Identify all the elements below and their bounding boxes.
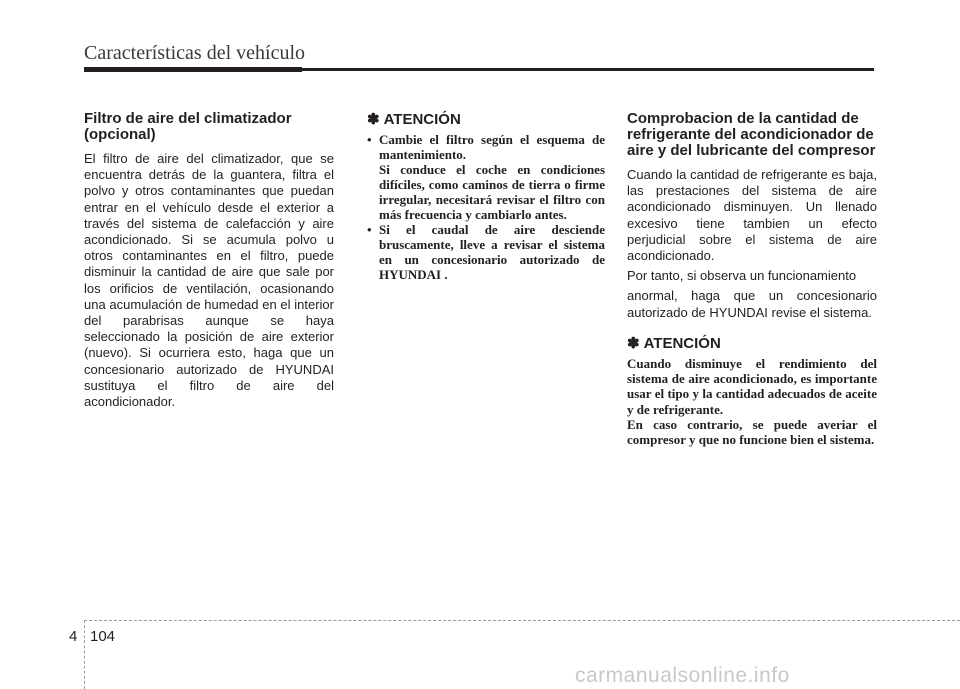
left-column [84,111,334,414]
cabin-air-filter-heading: Filtro de aire del climatizador (opcional) [84,110,292,143]
right-column [627,111,877,448]
caution-star-icon: ✽ [627,334,640,352]
section-number: 4 [69,628,78,645]
caution-title: ATENCIÓN [643,334,721,352]
caution-text: En caso contrario, se puede averiar el compresor y que no funcione bien el sistema. [627,417,877,448]
footer-rule [84,620,960,621]
caution-list-item [367,222,605,282]
caution-title: ATENCIÓN [383,111,461,128]
caution-list [367,132,605,282]
refrigerant-paragraph: Por tanto, si observa un funcionamiento [627,268,857,284]
bullet-icon: • [367,132,372,147]
caution-item-text: Cambie el filtro según el esquema de mantenimiento. [379,132,605,162]
caution-heading [367,111,605,129]
caution-item-text: Si conduce el coche en condiciones difíciles, como caminos de tierra o firme irregular, necesitará revisar el filtro con más frecuencia y cambiarlo antes. [379,162,605,222]
refrigerant-paragraph: Cuando la cantidad de refrigerante es baja, las prestaciones del sistema de aire acondicionado disminuyen. Un llenado excesivo tiene tambien un efecto perjudicial sobre el sistema de aire acondicionado. [627,167,877,264]
refrigerant-check-heading: Comprobacion de la cantidad de refrigerante del acondicionador de aire y del lubricante del compresor [627,110,876,159]
watermark: carmanualsonline.info [575,664,790,687]
bullet-icon: • [367,222,372,237]
page-number: 104 [90,628,116,645]
footer-divider [84,620,85,689]
caution-item-text: Si el caudal de aire desciende bruscamente, lleve a revisar el sistema en un concesionario autorizado de HYUNDAI . [379,222,605,282]
caution-text: Cuando disminuye el rendimiento del sistema de aire acondicionado, es importante usar el tipo y la cantidad adecuados de aceite y de refrigerante. [627,355,877,417]
middle-column [367,111,605,282]
cabin-air-filter-body: El filtro de aire del climatizador, que se encuentra detrás de la guantera, filtra el polvo y otros contaminantes que puedan entrar en el vehículo desde el exterior a través del sistema de calefacción y aire acondicionado. Si se acumula polvo u otros contaminantes en el filtro, puede disminuir la cantidad de aire que sale por los orificios de ventilación, ocasionando una acumulación de humedad en el interior del parabrisas aunque se haya seleccionado la posición de aire exterior (nuevo). Si ocurriera esto, haga que un concesionario autorizado de HYUNDAI sustituya el filtro de aire del acondicionador. [84,151,334,410]
caution-list-item [367,132,605,222]
refrigerant-paragraph: anormal, haga que un concesionario autorizado de HYUNDAI revise el sistema. [627,288,877,320]
caution-star-icon: ✽ [367,111,380,128]
page-header-title: Características del vehículo [84,42,306,64]
caution-heading [627,335,877,353]
header-rule-accent [84,67,302,72]
